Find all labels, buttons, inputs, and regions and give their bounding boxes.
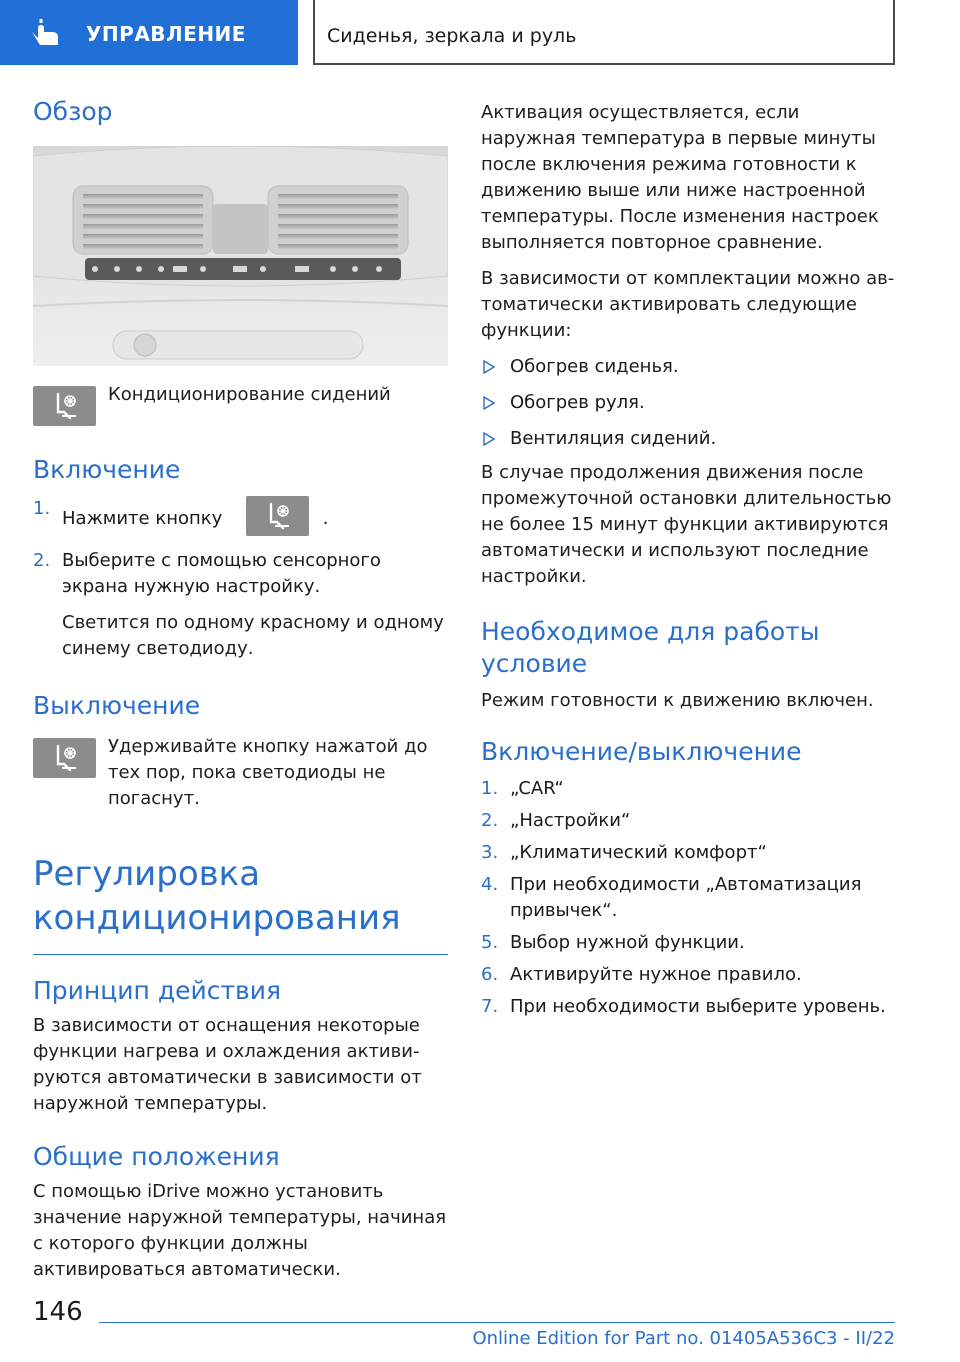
edition-text: Online Edition for Part no. 01405A536C3 - II/22 (472, 1328, 895, 1349)
step-text: Активируйте нужное правило. (510, 964, 802, 985)
seat-ventilation-button[interactable] (246, 496, 309, 536)
principle-heading: Принцип действия (33, 976, 282, 1005)
step-text: Выбор нужной функции. (510, 932, 745, 953)
bullet-text: Обогрев руля. (510, 392, 645, 413)
list-item (33, 496, 448, 542)
step-text: Нажмите кнопку (62, 508, 223, 529)
step-number: 4. (481, 874, 499, 895)
triangle-bullet-icon (483, 396, 495, 410)
requirement-text: Режим готовности к движению включен. (481, 690, 874, 711)
footer-rule (99, 1322, 895, 1323)
principle-text: В зависимости от оснащения некоторые функции нагрева и охлаждения активируются автоматически в зависимости от наружной температуры. (33, 1015, 422, 1114)
onoff-heading: Включение/выключение (481, 737, 802, 766)
list-item (481, 354, 899, 380)
step-text: При необходимости „Автоматизация привычек“. (510, 874, 862, 921)
step-number: 3. (481, 842, 499, 863)
general-heading: Общие положения (33, 1142, 280, 1171)
seat-ventilation-button[interactable] (33, 386, 96, 426)
triangle-bullet-icon (483, 432, 495, 446)
step-number: 5. (481, 932, 499, 953)
general-text: С помощью iDrive можно установить значение наружной температуры, начиная с которого функции должны активироваться автоматически. (33, 1181, 447, 1280)
continue-text: В случае продолжения движения после промежуточной остановки длительностью не более 15 минут функции активируются автоматически и используют последние настройки. (481, 462, 892, 587)
chapter-title: Сиденья, зеркала и руль (327, 25, 577, 47)
list-item (481, 426, 899, 452)
seat-climate-caption: Кондиционирование сидений (108, 384, 391, 405)
list-item (33, 548, 448, 600)
seat-ventilation-button[interactable] (33, 738, 96, 778)
off-text: Удерживайте кнопку нажатой до тех пор, пока светодиоды не погаснут. (108, 736, 428, 809)
on-note: Светится по одному красному и одному синему светодиоду. (62, 612, 444, 659)
overview-heading: Обзор (33, 97, 113, 126)
bullet-text: Вентиляция сидений. (510, 428, 717, 449)
list-item (481, 994, 899, 1020)
step-text: „Настройки“ (510, 810, 631, 831)
left-column (33, 96, 448, 1283)
section-tab-label: УПРАВЛЕНИЕ (86, 22, 246, 46)
seat-climate-row (33, 386, 448, 426)
on-steps-list (33, 496, 448, 600)
step-text: Выберите с помощью сенсорного экрана нужную настройку. (62, 550, 381, 597)
heading-rule (33, 954, 448, 955)
list-item (481, 776, 899, 802)
step-text: „Климатический комфорт“ (510, 842, 767, 863)
step-text: „CAR“ (510, 778, 564, 799)
functions-list (481, 354, 899, 452)
list-item (481, 808, 899, 834)
intro-text: Активация осуществляется, если наружная температура в первые минуты после включения режима готовности к движению выше или ниже настроенной температуры. После изменения настроек выполняется повторное сравнение. (481, 102, 879, 253)
onoff-steps-list (481, 776, 899, 1020)
requirement-heading: Необходимое для работы условие (481, 617, 820, 678)
step-number: 1. (481, 778, 499, 799)
seat-ventilation-icon (50, 744, 80, 772)
step-number: 2. (33, 550, 51, 571)
options-text: В зависимости от комплектации можно автоматически активировать следующие функции: (481, 268, 895, 341)
dashboard-illustration (33, 146, 448, 366)
step-number: 6. (481, 964, 499, 985)
main-heading: Регулировка кондиционирования (33, 854, 401, 938)
section-tab[interactable] (0, 0, 298, 65)
off-heading: Выключение (33, 691, 201, 720)
list-item (481, 840, 899, 866)
bullet-text: Обогрев сиденья. (510, 356, 679, 377)
list-item (481, 390, 899, 416)
off-row (33, 734, 448, 812)
on-heading: Включение (33, 455, 181, 484)
seat-ventilation-icon (50, 392, 80, 420)
chapter-header (313, 0, 895, 65)
triangle-bullet-icon (483, 360, 495, 374)
list-item (481, 962, 899, 988)
step-number: 7. (481, 996, 499, 1017)
right-column (481, 100, 899, 1020)
list-item (481, 930, 899, 956)
step-text: При необходимости выберите уровень. (510, 996, 886, 1017)
step-number: 1. (33, 498, 51, 519)
step-suffix: . (322, 508, 329, 529)
seat-ventilation-icon (263, 502, 293, 530)
hand-pointer-icon (28, 18, 64, 48)
list-item (481, 872, 899, 924)
climate-control-panel-photo (33, 146, 448, 366)
step-number: 2. (481, 810, 499, 831)
page-number: 146 (33, 1297, 83, 1327)
